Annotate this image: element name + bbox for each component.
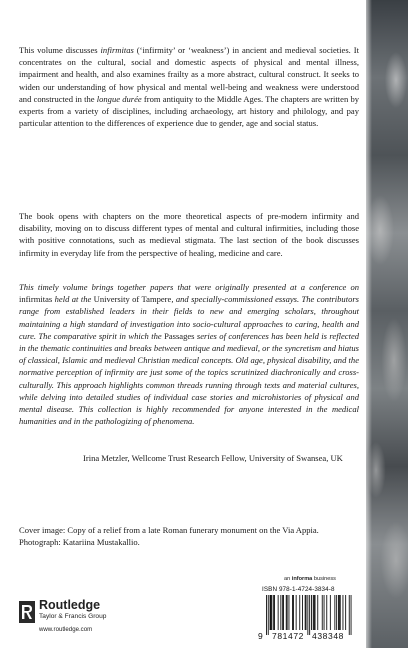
barcode-digit-group-1: 9	[258, 631, 263, 641]
text-run: University of Tampere	[93, 294, 172, 305]
barcode-bar	[282, 595, 283, 630]
description-paragraph-1	[19, 44, 359, 129]
barcode-bar	[313, 595, 314, 630]
barcode-bar	[334, 595, 335, 630]
barcode-bar	[315, 595, 316, 630]
barcode-bar	[330, 595, 331, 630]
informa-suffix: business	[312, 576, 336, 582]
barcode-bar	[324, 595, 325, 630]
barcode-bar	[305, 595, 306, 630]
informa-prefix: an	[284, 576, 292, 582]
barcode-bar	[322, 595, 323, 630]
barcode-bar	[270, 595, 271, 630]
barcode-bar	[338, 595, 339, 630]
barcode-bar	[271, 595, 272, 630]
barcode-bar	[296, 595, 297, 630]
barcode-digit-group-2: 781472	[272, 631, 304, 641]
barcode-bar	[266, 595, 267, 635]
barcode-bar	[286, 595, 287, 630]
barcode-bar	[309, 595, 310, 635]
review-attribution: Irina Metzler, Wellcome Trust Research Fellow, University of Swansea, UK	[83, 453, 343, 463]
barcode-bar	[351, 595, 352, 635]
barcode-bar	[306, 595, 307, 630]
barcode-bar	[311, 595, 312, 630]
informa-business-label	[284, 576, 336, 583]
barcode-bar	[287, 595, 288, 630]
barcode-bar	[280, 595, 281, 630]
text-run: from antiquity to the Middle Ages. The chapters are written by experts from a variety of disciplines, including archaeology, art history and philology, and pay particular attention to the differences of experience due to gender, age and social status.	[19, 93, 360, 129]
barcode-bar	[340, 595, 341, 630]
cover-image-credit: Cover image: Copy of a relief from a late Roman funerary monument on the Via Appia. Photograph: Katariina Mustakallio.	[19, 525, 319, 548]
barcode-bar	[283, 595, 284, 630]
barcode-digit-group-3: 438348	[312, 631, 344, 641]
text-run: (‘infirmity’ or ‘weakness’) in ancient and medieval societies. It concentrates on the cultural, social and domestic aspects of physical and mental illness, impairment and health, and also examines frailty as a more abstract, cultural construct. It seeks to widen our understanding of how physical and mental well-being and weakness were understood and constructed in the	[19, 45, 359, 104]
barcode-bar	[336, 595, 337, 630]
barcode-bar	[292, 595, 293, 630]
publisher-name: Routledge	[39, 598, 101, 612]
text-run: held at the	[52, 294, 94, 305]
barcode-bar	[302, 595, 303, 630]
barcode-bar	[343, 595, 344, 630]
text-run: longue durée	[96, 93, 142, 104]
text-run: This timely volume brings together papers that were originally presented at a conference on	[19, 282, 359, 292]
barcode-bar	[278, 595, 279, 630]
barcode-bar	[289, 595, 290, 630]
isbn-label: ISBN 978-1-4724-3834-8	[262, 586, 335, 593]
publisher-block	[19, 598, 139, 638]
informa-bold: informa	[291, 576, 313, 582]
barcode-bar	[339, 595, 340, 630]
barcode-graphic	[255, 595, 359, 641]
isbn-barcode	[255, 586, 359, 641]
barcode-bar	[345, 595, 346, 630]
text-run: infirmitas	[100, 45, 134, 55]
barcode-bar	[273, 595, 274, 630]
barcode-bar	[268, 595, 269, 635]
barcode-bar	[349, 595, 350, 635]
routledge-r-logo-icon	[19, 601, 35, 623]
barcode-bar	[293, 595, 294, 630]
barcode-bar	[326, 595, 327, 630]
barcode-bar	[314, 595, 315, 630]
barcode-bar	[299, 595, 300, 630]
description-paragraph-2: The book opens with chapters on the more theoretical aspects of pre-modern infirmity and disability, moving on to discuss different types of mental and cultural infirmities, including those with positive connotations, such as medieval stigmata. The last section of the book discusses infirmity in everyday life from the perspective of healing, medicine and care.	[19, 211, 359, 258]
text-run: , and specially-commissioned essays. The contributors range from established leaders in their fields to new and emerging scholars, throughout maintaining a high standard of investigation into socio-cultural approaches to caring, health and cure. The comparative spirit in which the	[19, 294, 360, 341]
text-run: series of conferences has been held is reflected in the thematic continuities and breaks between antique and medieval, or the syncretism and hiatus of classical, Islamic and medieval Christian medical concepts. Old age, physical disability, and the normative perception of infirmity are just some of the topics scrutinized diachronically and cross-culturally. This approach highlights common threads running through texts and material cultures, while delving into detailed studies of individual case stories and microhistories of physical and mental disease. This collection is highly recommended for anyone interested in the medical humanities and in the pathologizing of phenomena.	[19, 330, 360, 427]
text-run: Passages	[164, 330, 195, 341]
barcode-bar	[271, 595, 272, 630]
barcode-bar	[274, 595, 275, 630]
barcode-bar	[317, 595, 318, 630]
relief-photo-strip	[366, 0, 408, 648]
review-quote	[19, 281, 359, 427]
text-run: infirmitas	[19, 294, 53, 305]
publisher-url: www.routledge.com	[39, 626, 93, 633]
barcode-bar	[307, 595, 308, 635]
publisher-group: Taylor & Francis Group	[39, 613, 107, 620]
text-run: This volume discusses	[19, 45, 101, 55]
